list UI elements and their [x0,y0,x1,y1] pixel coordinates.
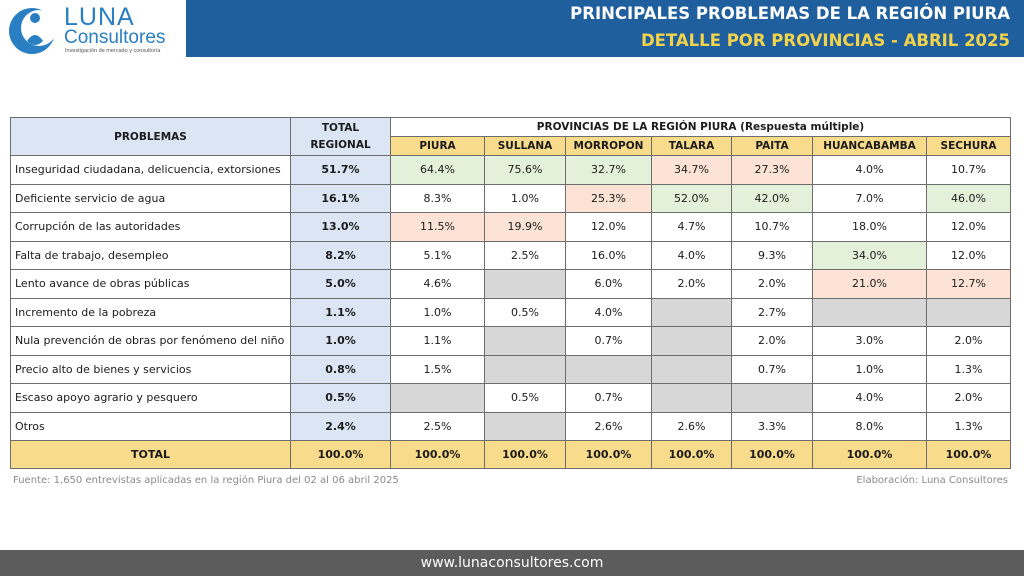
province-value: 2.6% [652,412,732,441]
empty-cell [485,270,566,299]
total-province-value: 100.0% [652,441,732,469]
total-province-value: 100.0% [732,441,813,469]
province-value: 4.7% [652,213,732,242]
table-row [11,355,1011,384]
province-value: 2.6% [566,412,652,441]
province-value: 4.0% [652,241,732,270]
province-header-sullana: SULLANA [485,137,566,156]
province-value: 0.5% [485,384,566,413]
problem-label: Falta de trabajo, desempleo [11,241,291,270]
empty-cell [391,384,485,413]
province-value: 10.7% [732,213,813,242]
regional-value: 8.2% [291,241,391,270]
regional-value: 1.0% [291,327,391,356]
table-row [11,241,1011,270]
empty-cell [566,355,652,384]
total-province-value: 100.0% [813,441,927,469]
province-value: 8.0% [813,412,927,441]
province-value: 5.1% [391,241,485,270]
province-value: 1.5% [391,355,485,384]
moon-logo-icon [8,7,58,55]
page-title: PRINCIPALES PROBLEMAS DE LA REGIÓN PIURA [570,4,1010,23]
province-value: 1.0% [391,298,485,327]
regional-value: 16.1% [291,184,391,213]
province-value: 4.0% [566,298,652,327]
footer-bar [0,550,1024,576]
header-total-regional [291,118,391,156]
province-value: 3.0% [813,327,927,356]
regional-value: 2.4% [291,412,391,441]
empty-cell [652,355,732,384]
regional-value: 0.8% [291,355,391,384]
province-value: 12.0% [927,241,1011,270]
province-value: 2.0% [927,327,1011,356]
province-value: 1.0% [813,355,927,384]
logo [0,0,186,57]
total-label: TOTAL [11,441,291,469]
province-value: 0.7% [732,355,813,384]
header-problems: PROBLEMAS [11,118,291,156]
province-value: 19.9% [485,213,566,242]
province-value: 9.3% [732,241,813,270]
province-value: 52.0% [652,184,732,213]
regional-value: 1.1% [291,298,391,327]
empty-cell [927,298,1011,327]
header-row [11,118,1011,137]
regional-value: 5.0% [291,270,391,299]
source-note: Fuente: 1,650 entrevistas aplicadas en la región Piura del 02 al 06 abril 2025 [13,475,399,486]
problem-label: Inseguridad ciudadana, delicuencia, extorsiones [11,156,291,185]
province-value: 12.0% [566,213,652,242]
empty-cell [485,412,566,441]
website-link[interactable]: www.lunaconsultores.com [420,555,604,571]
regional-value: 0.5% [291,384,391,413]
brand-name: LUNA [64,3,135,31]
province-value: 1.1% [391,327,485,356]
province-value: 16.0% [566,241,652,270]
problem-label: Deficiente servicio de agua [11,184,291,213]
table-body [11,118,1011,469]
province-value: 34.7% [652,156,732,185]
province-value: 2.0% [927,384,1011,413]
province-value: 18.0% [813,213,927,242]
table-row [11,156,1011,185]
brand-tagline: Investigación de mercado y consultoría [65,48,161,54]
province-value: 12.7% [927,270,1011,299]
province-value: 1.0% [485,184,566,213]
table-row [11,184,1011,213]
province-value: 1.3% [927,355,1011,384]
brand-name-secondary: Consultores [64,27,166,48]
total-province-value: 100.0% [566,441,652,469]
total-province-value: 100.0% [391,441,485,469]
header-bar [0,0,1024,57]
table-row [11,270,1011,299]
province-header-piura: PIURA [391,137,485,156]
table-row [11,384,1011,413]
province-header-sechura: SECHURA [927,137,1011,156]
province-value: 0.7% [566,327,652,356]
problem-label: Nula prevención de obras por fenómeno del niño [11,327,291,356]
problem-label: Corrupción de las autoridades [11,213,291,242]
province-value: 25.3% [566,184,652,213]
credit-note: Elaboración: Luna Consultores [856,475,1008,486]
province-value: 4.0% [813,384,927,413]
province-value: 34.0% [813,241,927,270]
problem-label: Lento avance de obras públicas [11,270,291,299]
province-value: 1.3% [927,412,1011,441]
province-value: 8.3% [391,184,485,213]
total-province-value: 100.0% [485,441,566,469]
province-value: 64.4% [391,156,485,185]
header-total-line1: TOTAL [321,121,360,134]
empty-cell [813,298,927,327]
province-value: 7.0% [813,184,927,213]
problem-label: Escaso apoyo agrario y pesquero [11,384,291,413]
province-value: 10.7% [927,156,1011,185]
province-value: 27.3% [732,156,813,185]
province-header-huancabamba: HUANCABAMBA [813,137,927,156]
province-value: 46.0% [927,184,1011,213]
province-value: 2.7% [732,298,813,327]
province-value: 4.0% [813,156,927,185]
province-value: 2.5% [391,412,485,441]
table-row [11,213,1011,242]
table-row [11,412,1011,441]
province-header-morropon: MORROPON [566,137,652,156]
province-value: 75.6% [485,156,566,185]
province-value: 4.6% [391,270,485,299]
province-value: 3.3% [732,412,813,441]
header-provinces-group: PROVINCIAS DE LA REGIÓN PIURA (Respuesta múltiple) [391,118,1011,137]
province-value: 32.7% [566,156,652,185]
province-value: 2.0% [732,270,813,299]
problem-label: Incremento de la pobreza [11,298,291,327]
empty-cell [485,327,566,356]
total-province-value: 100.0% [927,441,1011,469]
regional-value: 13.0% [291,213,391,242]
province-value: 42.0% [732,184,813,213]
empty-cell [732,384,813,413]
total-regional-value: 100.0% [291,441,391,469]
province-header-paita: PAITA [732,137,813,156]
header-total-line2: REGIONAL [310,138,371,151]
problem-label: Precio alto de bienes y servicios [11,355,291,384]
province-value: 2.0% [652,270,732,299]
empty-cell [652,327,732,356]
province-value: 2.5% [485,241,566,270]
page-subtitle: DETALLE POR PROVINCIAS - ABRIL 2025 [640,31,1010,50]
empty-cell [652,384,732,413]
province-value: 0.7% [566,384,652,413]
problem-label: Otros [11,412,291,441]
province-value: 12.0% [927,213,1011,242]
province-value: 11.5% [391,213,485,242]
empty-cell [652,298,732,327]
table-row [11,298,1011,327]
total-row [11,441,1011,469]
table-row [11,327,1011,356]
province-value: 6.0% [566,270,652,299]
empty-cell [485,355,566,384]
regional-value: 51.7% [291,156,391,185]
province-value: 0.5% [485,298,566,327]
problems-table [10,117,1011,469]
province-value: 21.0% [813,270,927,299]
province-value: 2.0% [732,327,813,356]
province-header-talara: TALARA [652,137,732,156]
